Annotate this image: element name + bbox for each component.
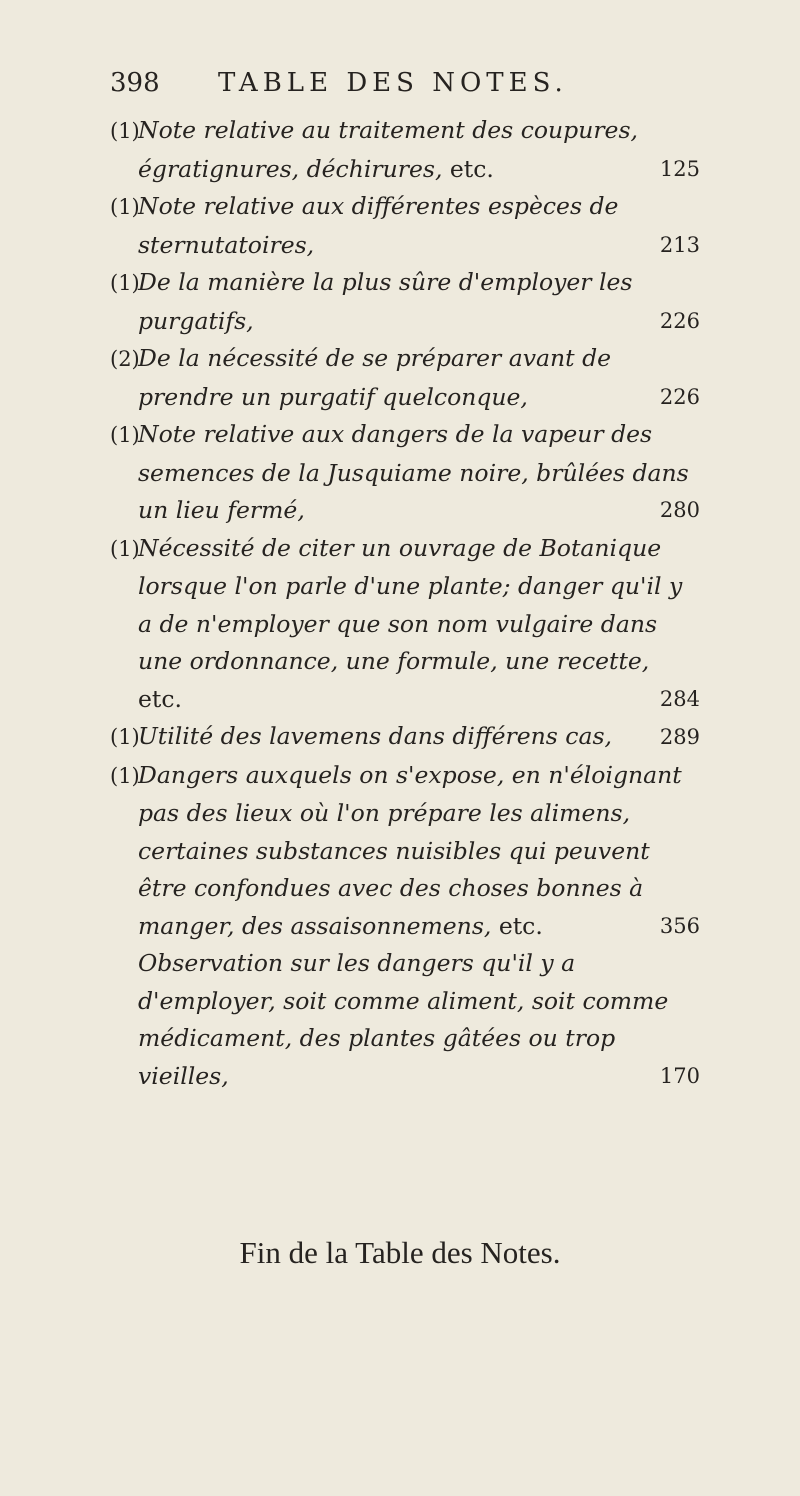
note-suffix: etc. <box>491 911 543 940</box>
note-page-ref: 284 <box>659 686 700 711</box>
note-marker: (1) <box>110 763 140 788</box>
note-page-ref: 213 <box>659 232 700 257</box>
note-text: Utilité des lavemens dans différens cas, <box>138 722 613 750</box>
notes-index-list <box>110 112 700 1095</box>
note-page-ref: 226 <box>659 308 700 333</box>
note-marker: (1) <box>110 536 140 561</box>
note-entry <box>110 188 700 264</box>
note-text: Dangers auxquels on s'expose, en n'éloignant pas des lieux où l'on prépare les alimens, certaines substances nuisibles qui peuvent être confondues avec des choses bonnes à manger, des assaisonnemens, <box>138 760 682 940</box>
note-marker: (2) <box>110 347 140 371</box>
note-entry <box>110 945 700 1095</box>
note-marker: (1) <box>110 119 140 143</box>
note-text: Note relative au traitement des coupures, égratignures, déchirures, <box>138 116 638 183</box>
page-number: 398 <box>110 68 160 98</box>
table-end-footer: Fin de la Table des Notes. <box>239 1235 561 1270</box>
note-suffix: etc. <box>138 684 182 713</box>
note-text: Note relative aux différentes espèces de sternutatoires, <box>138 192 619 259</box>
note-text: Note relative aux dangers de la vapeur des semences de la Jusquiame noire, brûlées dans un lieu fermé, <box>138 420 689 524</box>
note-entry <box>110 757 700 946</box>
note-text: Nécessité de citer un ouvrage de Botanique lorsque l'on parle d'une plante; danger qu'il y a de n'employer que son nom vulgaire dans une ordonnance, une formule, une recette, <box>138 533 683 675</box>
note-entry <box>110 416 700 530</box>
note-suffix: etc. <box>442 154 494 183</box>
note-text: Observation sur les dangers qu'il y a d'employer, soit comme aliment, soit comme médicament, des plantes gâtées ou trop vieilles, <box>138 949 669 1090</box>
note-entry <box>110 530 700 719</box>
note-marker: (1) <box>110 271 140 295</box>
note-entry <box>110 340 700 416</box>
note-page-ref: 289 <box>659 725 700 749</box>
running-header <box>110 68 690 108</box>
note-page-ref: 170 <box>659 1063 700 1088</box>
note-marker: (1) <box>110 195 140 219</box>
note-entry <box>110 718 700 757</box>
note-marker: (1) <box>110 725 140 749</box>
note-marker: (1) <box>110 423 140 447</box>
note-page-ref: 226 <box>659 384 700 409</box>
note-page-ref: 356 <box>659 913 700 938</box>
note-text: De la manière la plus sûre d'employer les purgatifs, <box>138 268 633 335</box>
note-text: De la nécessité de se préparer avant de prendre un purgatif quelconque, <box>138 344 612 411</box>
note-entry <box>110 264 700 340</box>
note-entry <box>110 112 700 188</box>
note-page-ref: 125 <box>659 156 700 181</box>
page-title: TABLE DES NOTES. <box>218 68 568 98</box>
note-page-ref: 280 <box>659 498 700 522</box>
